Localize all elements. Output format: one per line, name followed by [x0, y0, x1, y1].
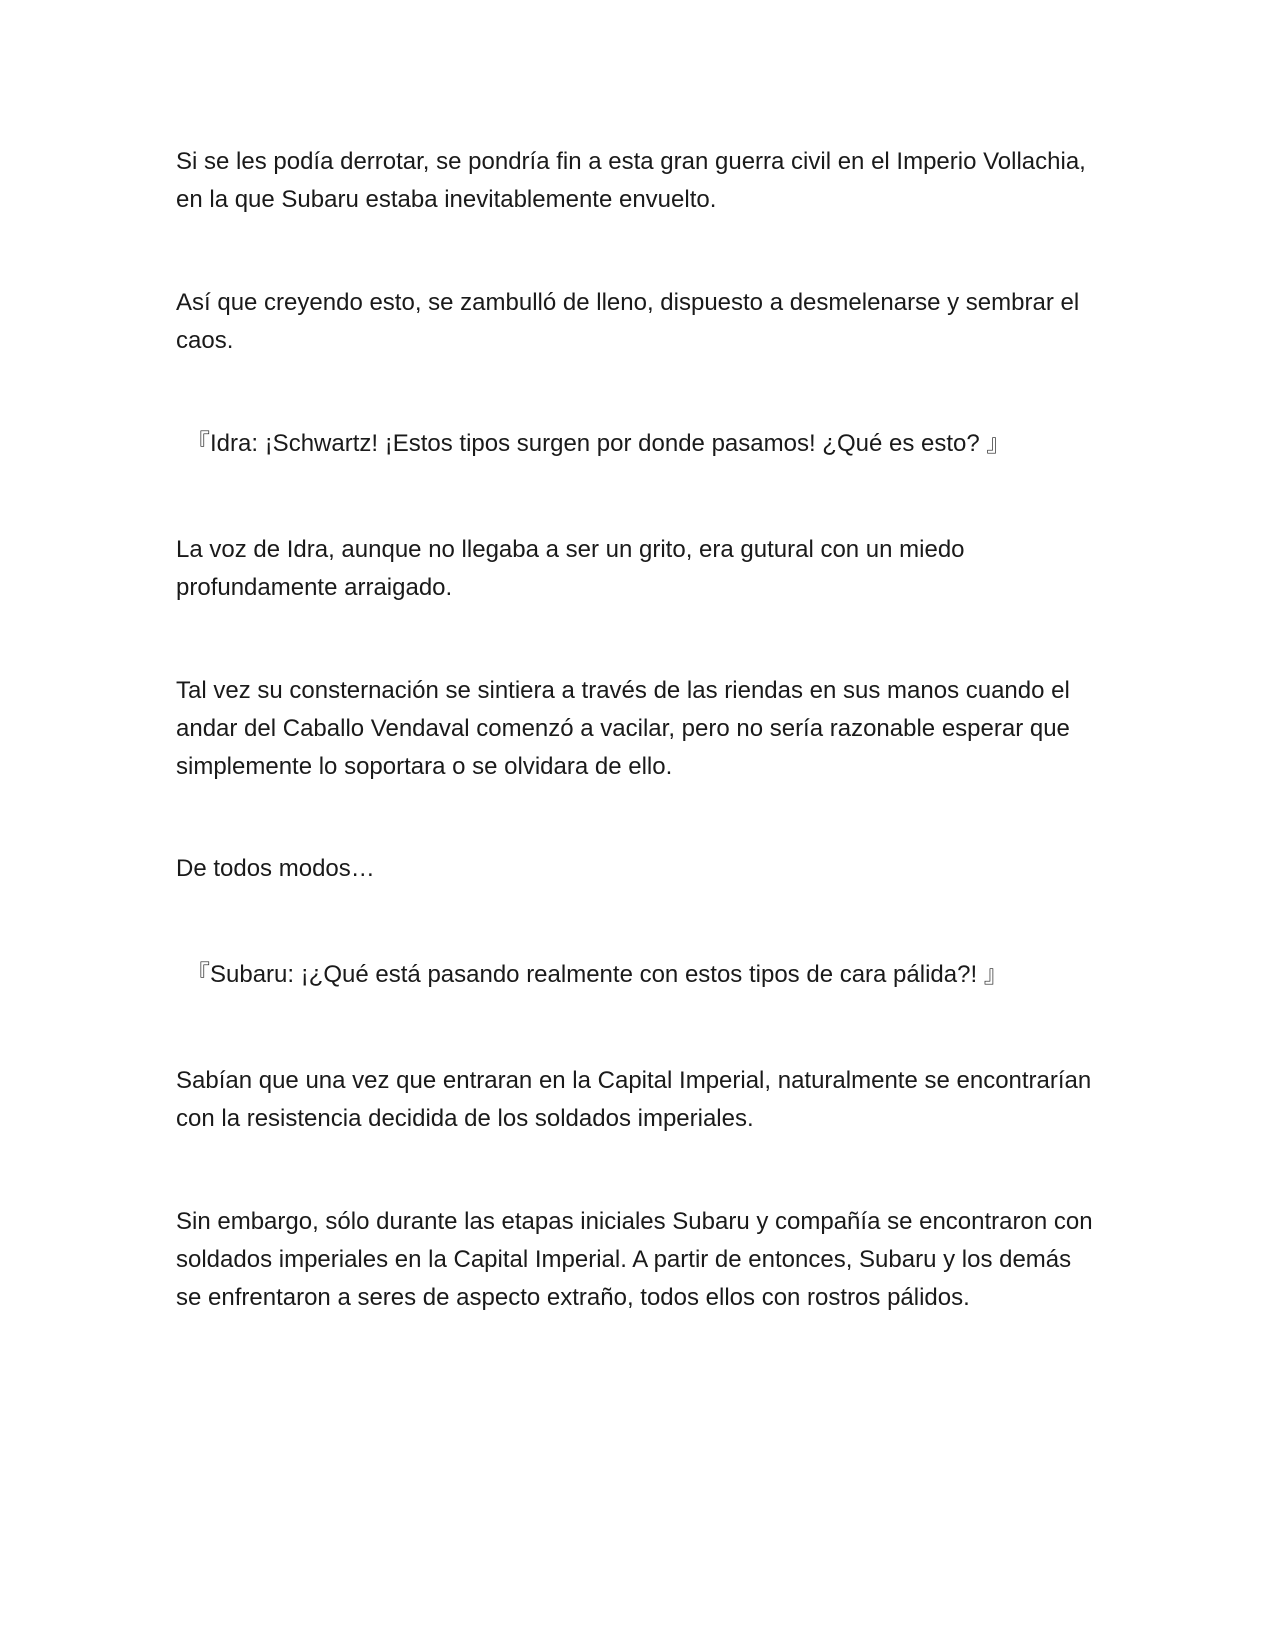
- paragraph-5: De todos modos…: [176, 855, 375, 882]
- paragraph-3: La voz de Idra, aunque no llegaba a ser un grito, era gutural con un miedo profundamente arraigado.: [176, 536, 965, 601]
- paragraph-6: Sabían que una vez que entraran en la Capital Imperial, naturalmente se encontrarían con la resistencia decidida de los soldados imperiales.: [176, 1067, 1092, 1132]
- dialogue-idra: 『Idra: ¡Schwartz! ¡Estos tipos surgen por donde pasamos! ¿Qué es esto? 』: [186, 430, 1011, 457]
- paragraph-2: Así que creyendo esto, se zambulló de lleno, dispuesto a desmelenarse y sembrar el caos.: [176, 289, 1080, 354]
- dialogue-subaru: 『Subaru: ¡¿Qué está pasando realmente con estos tipos de cara pálida?! 』: [186, 961, 1008, 988]
- paragraph-4: Tal vez su consternación se sintiera a través de las riendas en sus manos cuando el andar del Caballo Vendaval comenzó a vacilar, pero no sería razonable esperar que simplemente lo soportara o se olvidara de ello.: [176, 677, 1070, 780]
- paragraph-1: Si se les podía derrotar, se pondría fin a esta gran guerra civil en el Imperio Vollachia, en la que Subaru estaba inevitablemente envuelto.: [176, 148, 1086, 213]
- paragraph-7: Sin embargo, sólo durante las etapas iniciales Subaru y compañía se encontraron con soldados imperiales en la Capital Imperial. A partir de entonces, Subaru y los demás se enfrentaron a seres de aspecto extraño, todos ellos con rostros pálidos.: [176, 1208, 1093, 1311]
